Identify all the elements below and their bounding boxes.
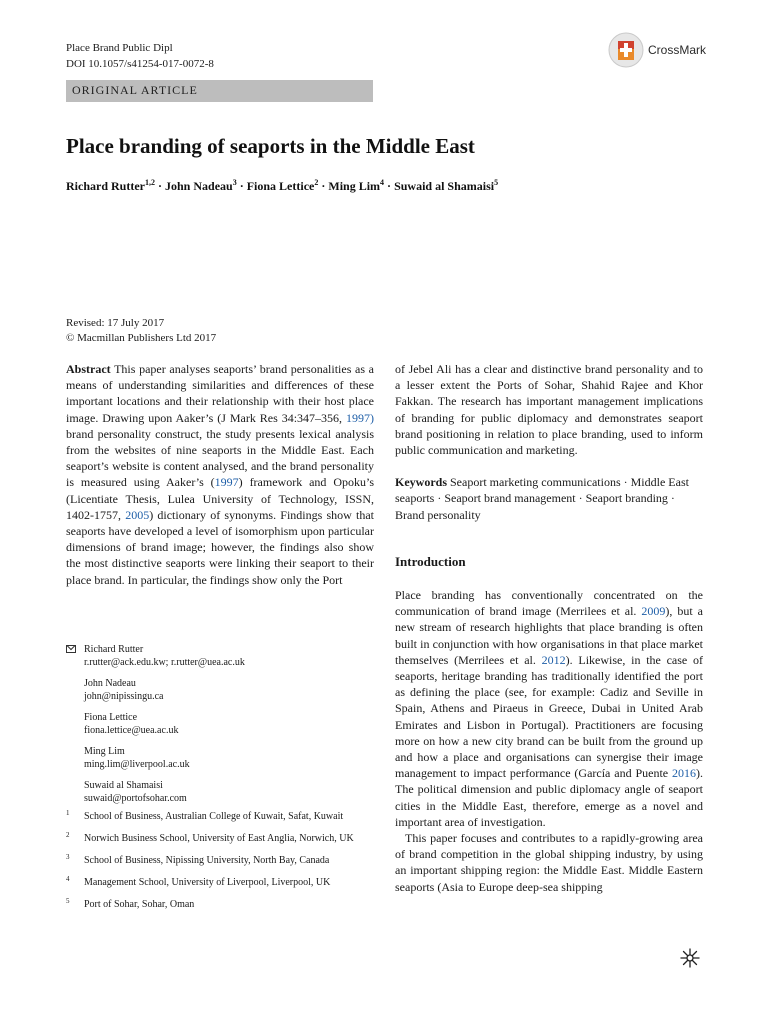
author-affil: 5 (494, 178, 499, 187)
citation-link[interactable]: 1997) (346, 410, 374, 425)
affiliation-number: 2 (66, 831, 70, 839)
abstract-label: Abstract (66, 362, 111, 376)
affiliation-text: School of Business, Australian College of Kuwait, Safat, Kuwait (84, 811, 344, 822)
springer-horse-icon (678, 946, 702, 970)
correspondence-block (66, 643, 374, 813)
intro-text: ), but a new stream of research highlights that place branding is often built in conjunction with how organisations in that place market themselves (Merrilees et al. (395, 604, 704, 667)
author-name[interactable]: John Nadeau (165, 179, 233, 193)
intro-paragraph (395, 587, 703, 830)
article-dates (66, 316, 216, 346)
correspondent (84, 779, 374, 805)
correspondent-email[interactable]: fiona.lettice@uea.ac.uk (84, 725, 179, 736)
correspondent-name: Suwaid al Shamaisi (84, 780, 163, 791)
citation-link[interactable]: 2005 (125, 507, 150, 522)
correspondent (84, 711, 374, 737)
affiliation-text: Port of Sohar, Sohar, Oman (84, 899, 195, 910)
journal-header (66, 40, 214, 72)
keywords-label: Keywords (395, 475, 447, 490)
author-name[interactable]: Suwaid al Shamaisi (394, 179, 495, 193)
affiliation (66, 810, 374, 823)
abstract-continued: of Jebel Ali has a clear and distinctive brand personality and to a lesser extent the Ports of Sohar, Shahid Rajee and Khor Fakkan. The research has important management implications of branding for public diplomacy and demonstrates seaport brand positioning in relation to place branding, used to inform public communication and marketing. (395, 362, 703, 458)
author-name[interactable]: Richard Rutter (66, 179, 145, 193)
affiliation-text: Management School, University of Liverpool, Liverpool, UK (84, 877, 331, 888)
revised-date: Revised: 17 July 2017 (66, 317, 165, 329)
abstract (66, 361, 374, 588)
journal-name: Place Brand Public Dipl (66, 42, 173, 54)
abstract-text: ) dictionary of synonyms. Findings show that seaports have developed a level of isomorphism upon particular dimensions of brand image; however, the findings also show the most distinctive seaports were linking their seaport to their place brand. In particular, the findings show only the Port (66, 507, 374, 587)
article-type-bar (66, 80, 373, 102)
copyright: © Macmillan Publishers Ltd 2017 (66, 332, 217, 344)
correspondent-email[interactable]: suwaid@portofsohar.com (84, 793, 187, 804)
correspondent-email[interactable]: ming.lim@liverpool.ac.uk (84, 759, 190, 770)
affiliation (66, 876, 374, 889)
abstract-text: ) framework and Opoku’s (Licentiate Thesis, Lulea University of Technology, ISSN, 1402-1757, (66, 475, 374, 522)
correspondent-email[interactable]: r.rutter@ack.edu.kw; r.rutter@uea.ac.uk (84, 657, 245, 668)
abstract-column (66, 361, 374, 588)
author-affil: 1,2 (144, 178, 155, 187)
keywords-text: Seaport marketing communications · Middle East seaports · Seaport brand management · Seaport branding · Brand personality (395, 475, 689, 522)
introduction-heading: Introduction (395, 553, 466, 569)
abstract-text: This paper analyses seaports’ brand personalities as a means of understanding similarities and differences of these important locations and their relationship with their host place image. Drawing upon Aaker’s (J Mark Res 34:347–356, (66, 362, 374, 425)
correspondent (84, 677, 374, 703)
author-affil: 4 (380, 178, 385, 187)
author-affil: 3 (232, 178, 237, 187)
correspondent (84, 643, 374, 669)
correspondent-name: John Nadeau (84, 678, 136, 689)
crossmark-label: CrossMark (648, 43, 707, 57)
right-column (395, 361, 703, 895)
doi[interactable]: DOI 10.1057/s41254-017-0072-8 (66, 58, 214, 70)
correspondent-name: Richard Rutter (84, 644, 144, 655)
author-name[interactable]: Fiona Lettice (246, 179, 315, 193)
intro-text: ). The political dimension and public diplomacy angle of seaport cities in the Middle East, therefore, emerge as a novel and important area of investigation. (395, 766, 703, 829)
citation-link[interactable]: 1997 (214, 475, 239, 490)
correspondent-email[interactable]: john@nipissingu.ca (84, 691, 164, 702)
affiliation (66, 832, 374, 845)
article-type: ORIGINAL ARTICLE (72, 83, 198, 97)
crossmark-badge[interactable] (608, 32, 718, 68)
affiliation-number: 1 (66, 809, 70, 817)
intro-paragraph: This paper focuses and contributes to a rapidly-growing area of brand competition in the global shipping industry, by using an important shipping region: the Middle East. Middle Eastern seaports (Asia to Europe deep-sea shipping (395, 831, 703, 894)
article-title: Place branding of seaports in the Middle East (66, 134, 475, 158)
correspondent-name: Fiona Lettice (84, 712, 138, 723)
affiliation (66, 898, 374, 911)
author-name[interactable]: Ming Lim (328, 179, 381, 193)
affiliation-text: Norwich Business School, University of East Anglia, Norwich, UK (84, 833, 354, 844)
affiliation (66, 854, 374, 867)
author-list: Richard Rutter$^{1,2}$ · John Nadeau$^3$ · Fiona Lettice$^2$ · Ming Lim$^4$ · Suwaid al Shamaisi$^5$ (66, 178, 499, 193)
affiliation-number: 5 (66, 897, 70, 905)
affiliation-text: School of Business, Nipissing University, North Bay, Canada (84, 855, 330, 866)
envelope-icon (66, 645, 76, 653)
affiliation-number: 3 (66, 853, 70, 861)
affiliation-number: 4 (66, 875, 70, 883)
correspondent-name: Ming Lim (84, 746, 125, 757)
abstract-text: brand personality construct, the study presents lexical analysis from the websites of nine seaports in the Middle East. Each seaport’s website is content analysed, and the brand personality is measured using Aaker’s ( (66, 426, 374, 490)
citation-link[interactable]: 2009 (641, 604, 666, 619)
affiliations (66, 810, 374, 920)
citation-link[interactable]: 2016 (672, 766, 696, 781)
intro-text: Place branding has conventionally concentrated on the communication of brand image (Merrilees et al. (395, 588, 703, 619)
keywords (395, 474, 703, 523)
author-affil: 2 (314, 178, 319, 187)
correspondent (84, 745, 374, 771)
intro-text: ). Likewise, in the case of seaports, heritage branding has traditionally identified the port as defining the place (see, for example: Cadiz and Seville in Spain, Athens and Piraeus in Greece, Dubai in United Arab Emirates and Lisbon in Portugal). Practitioners are focusing more on how a new city brand can be built from the ground up and how a place and organisations can synergise their image management to impact performance (García and Puente (395, 652, 703, 781)
crossmark-logo (608, 32, 644, 68)
citation-link[interactable]: 2012 (541, 652, 566, 667)
